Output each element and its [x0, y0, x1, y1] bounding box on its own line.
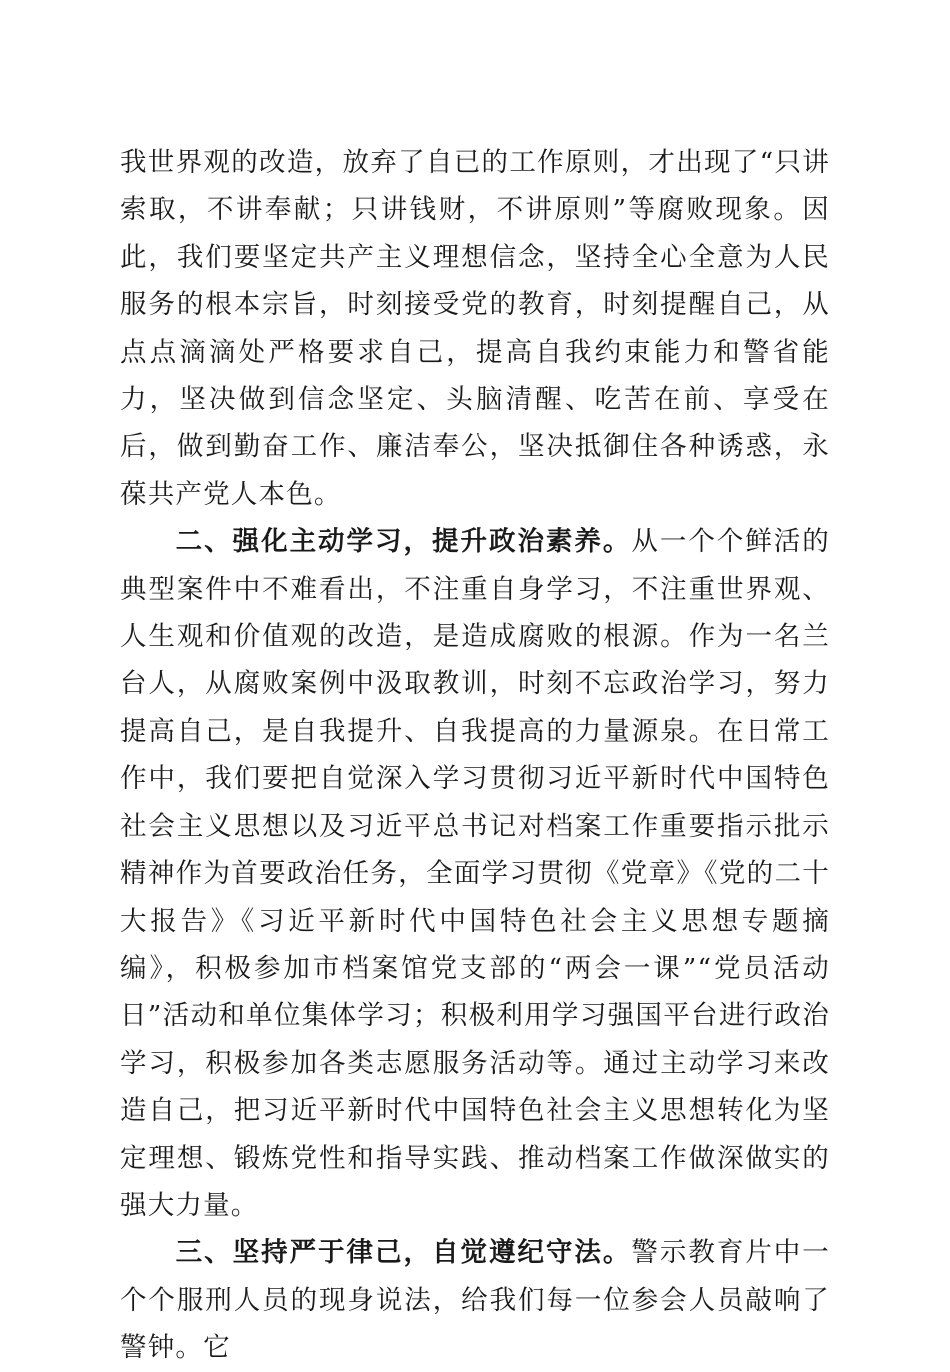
paragraph-section-3	[120, 1229, 830, 1371]
section-heading: 二、强化主动学习，提升政治素养。	[175, 526, 632, 558]
paragraph-section-2	[120, 518, 830, 1229]
document-body	[120, 139, 830, 1372]
section-heading: 三、坚持严于律己，自觉遵纪守法。	[175, 1237, 632, 1269]
paragraph-continuation	[120, 139, 830, 518]
paragraph-body: 我世界观的改造，放弃了自已的工作原则，才出现了“只讲索取，不讲奉献；只讲钱财，不讲原则”等腐败现象。因此，我们要坚定共产主义理想信念，坚持全心全意为人民服务的根本宗旨，时刻接受党的教育，时刻提醒自己，从点点滴滴处严格要求自己，提高自我约束能力和警省能力，坚决做到信念坚定、头脑清醒、吃苦在前、享受在后，做到勤奋工作、廉洁奉公，坚决抵御住各种诱惑，永葆共产党人本色。	[120, 147, 830, 510]
paragraph-body: 警示教育片中一个个服刑人员的现身说法，给我们每一位参会人员敲响了警钟。它	[120, 1237, 830, 1364]
paragraph-body: 从一个个鲜活的典型案件中不难看出，不注重自身学习，不注重世界观、人生观和价值观的改造，是造成腐败的根源。作为一名兰台人，从腐败案例中汲取教训，时刻不忘政治学习，努力提高自己，是自我提升、自我提高的力量源泉。在日常工作中，我们要把自觉深入学习贯彻习近平新时代中国特色社会主义思想以及习近平总书记对档案工作重要指示批示精神作为首要政治任务，全面学习贯彻《党章》《党的二十大报告》《习近平新时代中国特色社会主义思想专题摘编》，积极参加市档案馆党支部的“两会一课”“党员活动日”活动和单位集体学习；积极利用学习强国平台进行政治学习，积极参加各类志愿服务活动等。通过主动学习来改造自己，把习近平新时代中国特色社会主义思想转化为坚定理想、锻炼党性和指导实践、推动档案工作做深做实的强大力量。	[120, 526, 830, 1221]
